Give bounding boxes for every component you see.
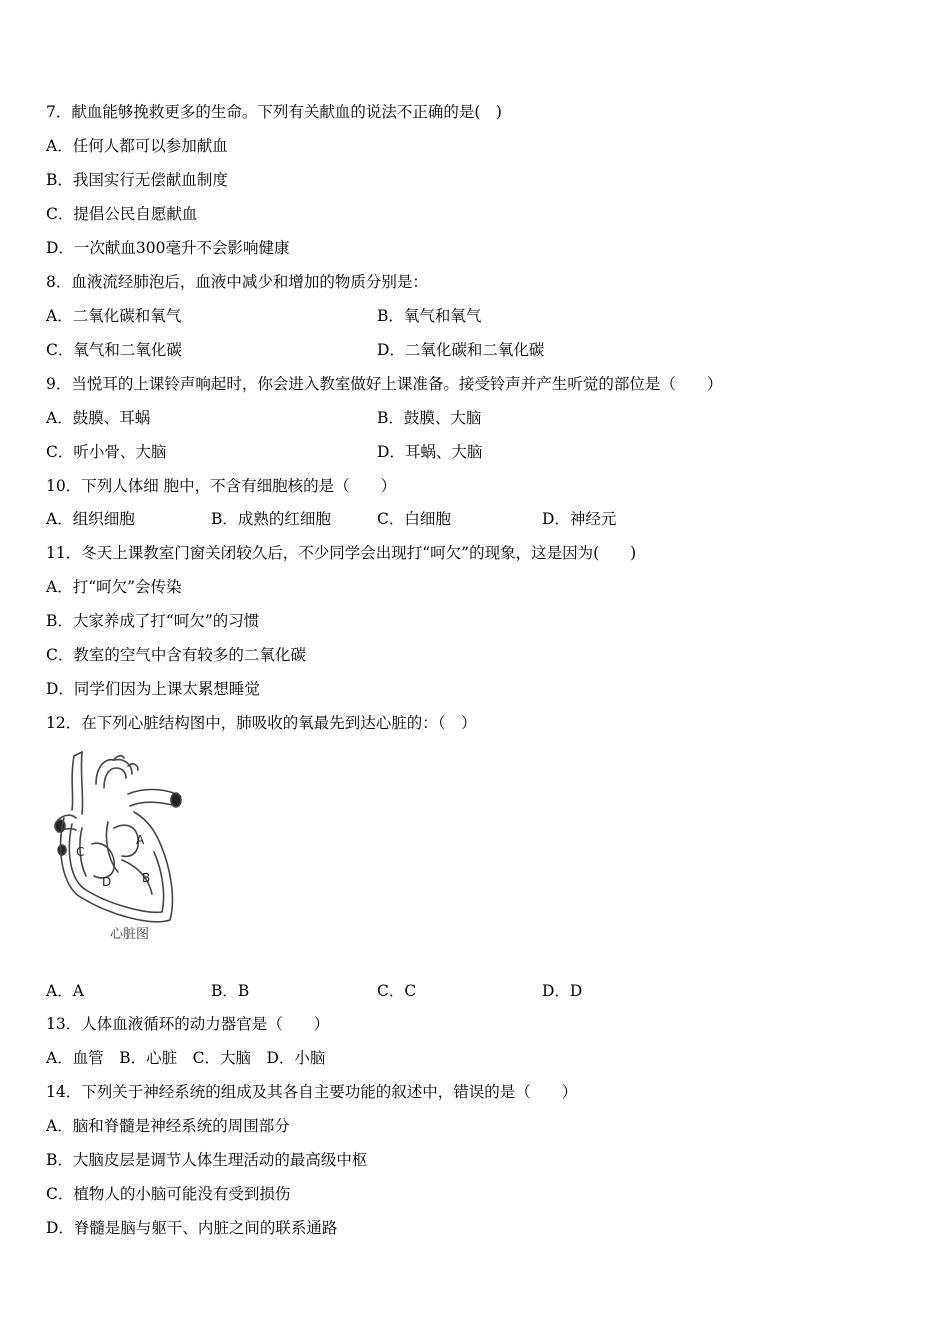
- question-12-option-c: C．C: [377, 982, 417, 1000]
- label-b: B: [142, 871, 151, 885]
- aorta-branch-2: [128, 764, 138, 770]
- left-atrium-outline: [114, 825, 138, 856]
- question-8-option-d: D．二氧化碳和二氧化碳: [377, 341, 545, 359]
- question-14-option-d: D．脊髓是脑与躯干、内脏之间的联系通路: [46, 1219, 338, 1237]
- question-11-option-c: C．教室的空气中含有较多的二氧化碳: [46, 646, 306, 664]
- question-8-option-c: C．氧气和二氧化碳: [46, 341, 182, 359]
- question-7-option-a: A．任何人都可以参加献血: [46, 137, 228, 155]
- question-12-stem: 12．在下列心脏结构图中，肺吸收的氧最先到达心脏的：（ ）: [46, 714, 477, 732]
- question-10-option-a: A．组织细胞: [46, 510, 135, 528]
- question-8-option-b: B．氧气和氧气: [377, 307, 482, 325]
- question-7-stem: 7．献血能够挽救更多的生命。下列有关献血的说法不正确的是( ): [46, 103, 502, 121]
- heart-diagram-caption: 心脏图: [110, 927, 150, 942]
- question-10-option-d: D．神经元: [542, 510, 617, 528]
- question-14-option-c: C．植物人的小脑可能没有受到损伤: [46, 1185, 291, 1203]
- question-11-option-b: B．大家养成了打“呵欠”的习惯: [46, 612, 260, 630]
- label-a: A: [136, 833, 145, 847]
- aorta-outline: [96, 760, 132, 784]
- question-7-option-c: C．提倡公民自愿献血: [46, 205, 198, 223]
- pulmonary-artery-top: [128, 790, 176, 795]
- question-7-option-b: B．我国实行无偿献血制度: [46, 171, 228, 189]
- heart-diagram: [52, 748, 192, 948]
- question-14-option-b: B．大脑皮层是调节人体生理活动的最高级中枢: [46, 1151, 368, 1169]
- question-9-option-a: A．鼓膜、耳蜗: [46, 409, 151, 427]
- question-14-stem: 14．下列关于神经系统的组成及其各自主要功能的叙述中，错误的是（ ）: [46, 1083, 578, 1101]
- vessel-cap-1: [74, 752, 82, 756]
- question-9-option-b: B．鼓膜、大脑: [377, 409, 482, 427]
- question-10-stem: 10．下列人体细 胞中，不含有细胞核的是（ ）: [46, 477, 397, 495]
- question-9-option-d: D．耳蜗、大脑: [377, 443, 483, 461]
- question-12-option-d: D．D: [542, 982, 583, 1000]
- question-12-option-a: A．A: [46, 982, 84, 1000]
- aorta-inner: [104, 768, 126, 788]
- question-8-stem: 8．血液流经肺泡后，血液中减少和增加的物质分别是：: [46, 273, 428, 291]
- question-11-option-a: A．打“呵欠”会传染: [46, 578, 182, 596]
- pulmonary-artery-end: [171, 793, 181, 807]
- question-10-option-b: B．成熟的红细胞: [211, 510, 331, 528]
- septum-line: [106, 822, 118, 872]
- question-11-option-d: D．同学们因为上课太累想睡觉: [46, 680, 260, 698]
- question-8-option-a: A．二氧化碳和氧气: [46, 307, 182, 325]
- question-7-option-d: D．一次献血300毫升不会影响健康: [46, 239, 290, 257]
- label-c: C: [76, 845, 85, 859]
- heart-diagram-svg: [52, 748, 192, 948]
- question-13-options: A．血管 B．心脏 C．大脑 D．小脑: [46, 1049, 326, 1067]
- pulmonary-artery-bottom: [130, 802, 176, 806]
- vena-cava-outline: [72, 756, 74, 810]
- vena-cava-inner: [81, 752, 82, 814]
- question-12-option-b: B．B: [211, 982, 250, 1000]
- question-9-option-c: C．听小骨、大脑: [46, 443, 167, 461]
- question-14-option-a: A．脑和脊髓是神经系统的周围部分: [46, 1117, 290, 1135]
- question-11-stem: 11．冬天上课教室门窗关闭较久后，不少同学会出现打“呵欠”的现象，这是因为( ): [46, 544, 637, 562]
- question-13-stem: 13．人体血液循环的动力器官是（ ）: [46, 1015, 330, 1033]
- heart-outer-wall: [61, 812, 173, 922]
- label-d: D: [102, 875, 112, 889]
- question-9-stem: 9．当悦耳的上课铃声响起时，你会进入教室做好上课准备。接受铃声并产生听觉的部位是（ ）: [46, 375, 723, 393]
- lower-vessel-end: [58, 845, 66, 855]
- question-10-option-c: C．白细胞: [377, 510, 451, 528]
